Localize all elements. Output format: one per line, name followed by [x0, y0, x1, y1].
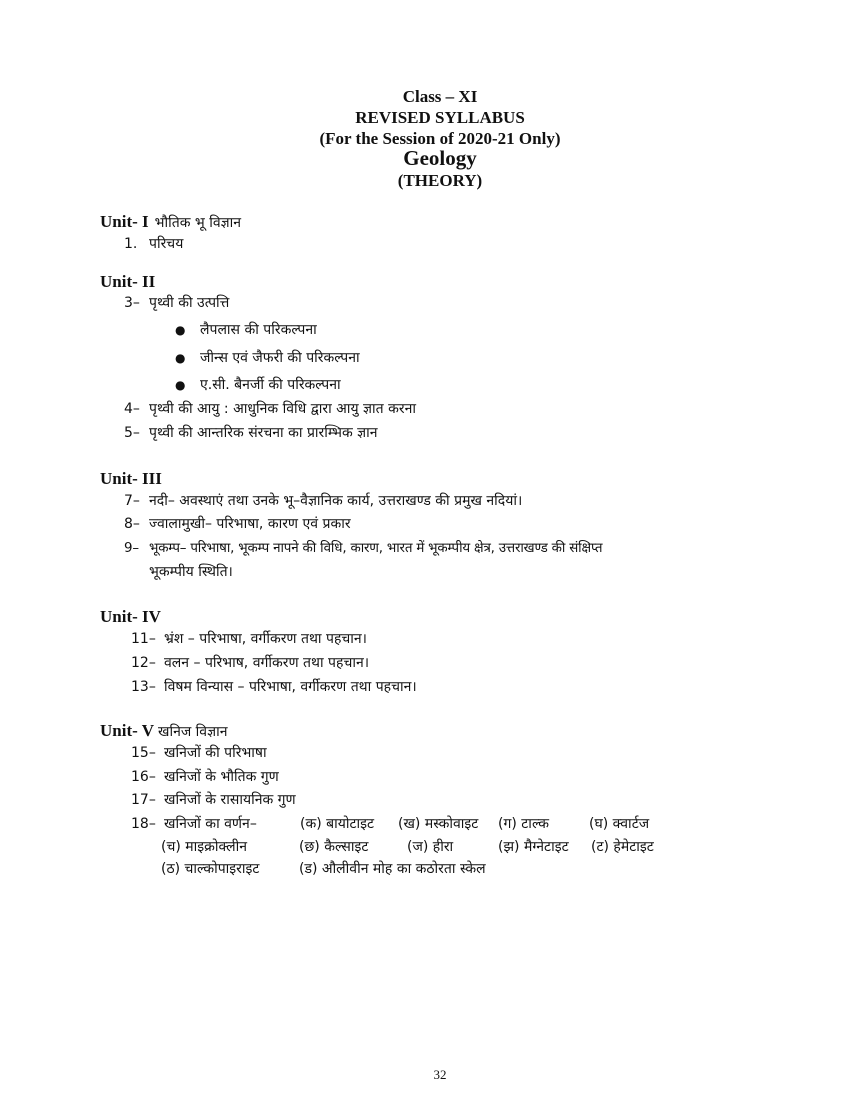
mineral-item: (ग) टाल्क [498, 816, 550, 832]
bullet-icon: ● [175, 323, 186, 337]
list-item: 13– विषम विन्यास – परिभाषा, वर्गीकरण तथा पहचान। [131, 679, 417, 695]
mineral-item: (छ) कैल्साइट [299, 839, 369, 855]
unit-1-heading [100, 212, 241, 232]
list-item: 5– पृथ्वी की आन्तरिक संरचना का प्रारम्भिक ज्ञान [124, 425, 378, 441]
list-item: 4– पृथ्वी की आयु : आधुनिक विधि द्वारा आयु ज्ञात करना [124, 401, 416, 417]
list-item: 7– नदी– अवस्थाएं तथा उनके भू–वैज्ञानिक कार्य, उत्तराखण्ड की प्रमुख नदियां। [124, 493, 523, 509]
list-item: 15– खनिजों की परिभाषा [131, 745, 267, 761]
theory-heading: (THEORY) [397, 171, 483, 190]
mineral-item: (ड) औलीवीन मोह का कठोरता स्केल [299, 861, 486, 877]
unit-label: Unit- IV [100, 607, 161, 626]
bullet-icon: ● [175, 351, 186, 365]
mineral-item: (घ) क्वार्टज [589, 816, 650, 832]
list-item: 11– भ्रंश – परिभाषा, वर्गीकरण तथा पहचान। [131, 631, 367, 647]
list-item: 12– वलन – परिभाष, वर्गीकरण तथा पहचान। [131, 655, 370, 671]
bullet-icon: ● [175, 378, 186, 392]
unit-4-heading [100, 607, 161, 627]
session-heading: (For the Session of 2020-21 Only) [319, 129, 561, 148]
list-item: 16– खनिजों के भौतिक गुण [131, 769, 279, 785]
mineral-item: (ठ) चाल्कोपाइराइट [161, 861, 260, 877]
unit-2-heading [100, 272, 155, 292]
unit-title: भौतिक भू विज्ञान [154, 215, 242, 231]
mineral-item: (च) माइक्रोक्लीन [161, 839, 248, 855]
unit-label: Unit- I [100, 212, 149, 231]
bullet-item: ● ए.सी. बैनर्जी की परिकल्पना [175, 377, 341, 393]
page-number: 32 [433, 1067, 447, 1082]
subject-heading: Geology [403, 146, 477, 170]
unit-3-heading [100, 469, 162, 489]
unit-label: Unit- II [100, 272, 156, 291]
bullet-item: ● लैपलास की परिकल्पना [175, 322, 317, 338]
mineral-item: (झ) मैग्नेटाइट [498, 839, 569, 855]
mineral-item: (ख) मस्कोवाइट [398, 816, 479, 832]
list-item: 1. परिचय [124, 236, 184, 252]
list-item: 17– खनिजों के रासायनिक गुण [131, 792, 296, 808]
mineral-item: (ज) हीरा [407, 839, 454, 855]
list-item-continuation: भूकम्पीय स्थिति। [149, 564, 233, 580]
unit-5-heading [100, 721, 227, 741]
bullet-item: ● जीन्स एवं जैफरी की परिकल्पना [175, 350, 360, 366]
mineral-item: (क) बायोटाइट [300, 816, 375, 832]
unit-label: Unit- III [100, 469, 162, 488]
list-item: 18– खनिजों का वर्णन– [131, 816, 257, 832]
list-item: 8– ज्वालामुखी– परिभाषा, कारण एवं प्रकार [124, 516, 351, 532]
mineral-item: (ट) हेमेटाइट [591, 839, 654, 855]
revised-syllabus-heading: REVISED SYLLABUS [355, 108, 525, 127]
unit-label: Unit- V [100, 721, 154, 740]
list-item: 3– पृथ्वी की उत्पत्ति [124, 295, 230, 311]
unit-title: खनिज विज्ञान [158, 724, 228, 740]
list-item: 9– भूकम्प– परिभाषा, भूकम्प नापने की विधि, कारण, भारत में भूकम्पीय क्षेत्र, उत्तराखण्ड की संक्षिप्त [124, 541, 603, 556]
class-heading: Class – XI [402, 87, 478, 106]
